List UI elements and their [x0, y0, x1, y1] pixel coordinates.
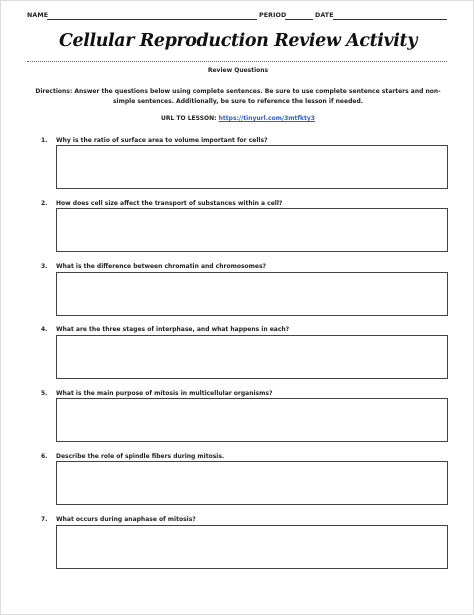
name-blank[interactable]	[47, 19, 257, 20]
question-text: What is the difference between chromatin and chromosomes?	[56, 263, 267, 270]
question-number: 4.	[41, 326, 48, 333]
directions-text: Directions: Answer the questions below using complete sentences. Be sure to use complete sentence starters and non-simple sentences. Additionally, be sure to reference the lesson if needed.	[35, 88, 441, 105]
dotted-divider	[27, 61, 447, 62]
question-text: Why is the ratio of surface area to volume important for cells?	[56, 137, 268, 144]
question-number: 6.	[41, 453, 48, 460]
question-number: 2.	[41, 200, 48, 207]
question-number: 1.	[41, 137, 48, 144]
answer-box-7[interactable]	[56, 525, 448, 569]
period-label: PERIOD	[259, 12, 287, 19]
date-label: DATE	[315, 12, 334, 19]
lesson-url-line	[1, 115, 474, 122]
question-text: What occurs during anaphase of mitosis?	[56, 516, 196, 523]
answer-box-6[interactable]	[56, 461, 448, 505]
period-blank[interactable]	[285, 19, 313, 20]
question-number: 3.	[41, 263, 48, 270]
question-number: 7.	[41, 516, 48, 523]
answer-box-1[interactable]	[56, 145, 448, 189]
date-blank[interactable]	[333, 19, 447, 20]
answer-box-4[interactable]	[56, 335, 448, 379]
question-text: Describe the role of spindle fibers during mitosis.	[56, 453, 225, 460]
question-number: 5.	[41, 390, 48, 397]
answer-box-2[interactable]	[56, 208, 448, 252]
name-label: NAME	[27, 12, 49, 19]
question-text: What is the main purpose of mitosis in multicellular organisms?	[56, 390, 273, 397]
url-label: URL TO LESSON:	[161, 115, 217, 122]
page-title: Cellular Reproduction Review Activity	[58, 31, 418, 51]
section-subtitle: Review Questions	[207, 67, 269, 74]
lesson-link[interactable]: https://tinyurl.com/3mtfkty3	[218, 115, 315, 122]
student-info-line	[27, 12, 447, 22]
question-text: How does cell size affect the transport of substances within a cell?	[56, 200, 283, 207]
answer-box-5[interactable]	[56, 398, 448, 442]
question-text: What are the three stages of interphase, and what happens in each?	[56, 326, 290, 333]
answer-box-3[interactable]	[56, 272, 448, 316]
